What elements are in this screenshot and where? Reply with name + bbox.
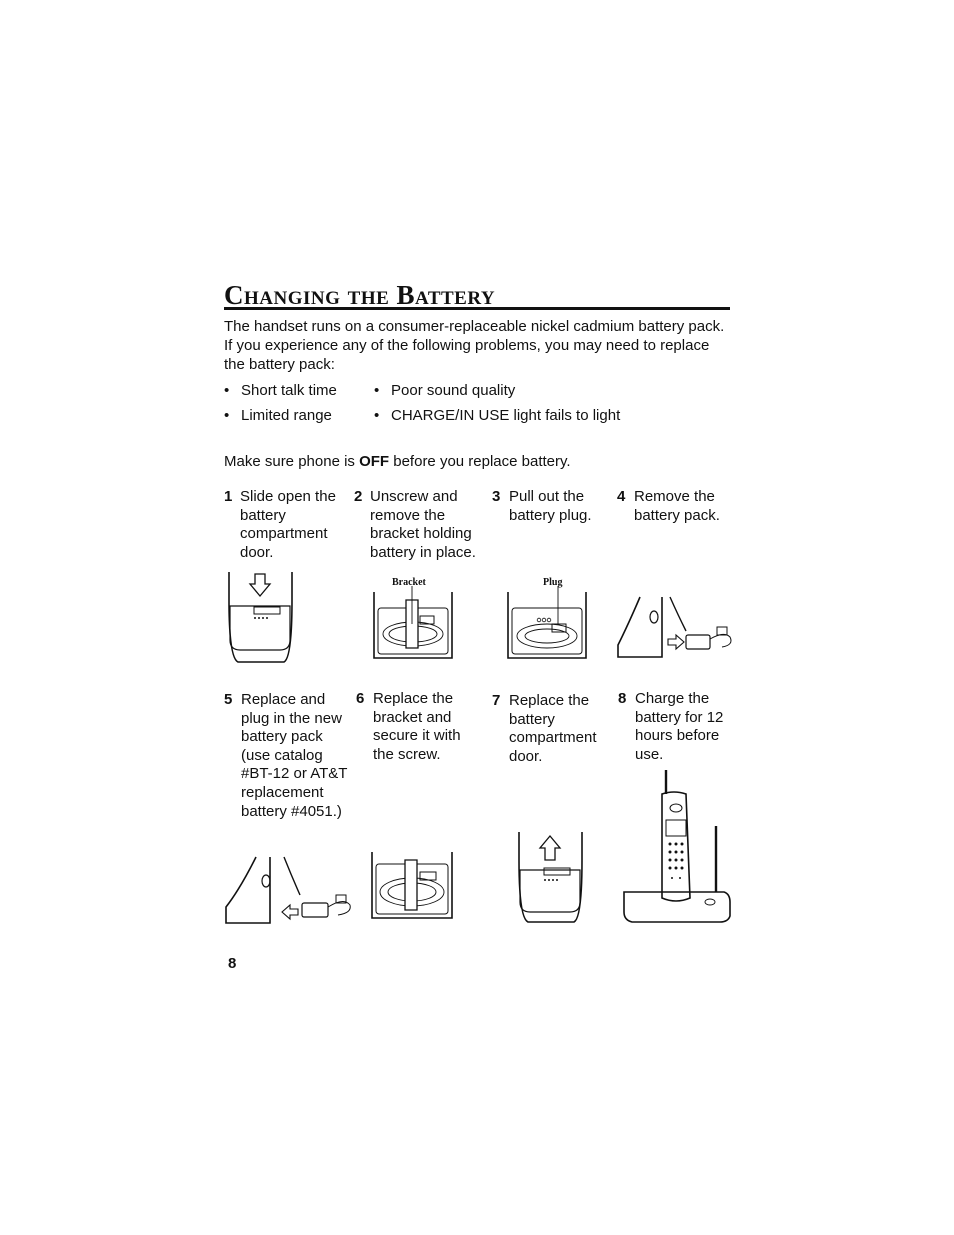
illustration-bracket [372,590,454,662]
illustration-charging-phone [620,768,734,926]
illustration-replace-bracket [370,850,454,922]
down-arrow-icon [250,574,270,596]
up-arrow-icon [540,836,560,860]
step-5: 5 Replace and plug in the new battery pack (use catalog #BT-12 or AT&T replacement battery #4051.) [224,691,348,820]
step-3: 3 Pull out the battery plug. [492,488,592,524]
illustration-remove-pack [614,595,736,661]
intro-paragraph: The handset runs on a consumer-replaceable nickel cadmium battery pack. If you experience any of the following problems, you may need to replace the battery pack: [224,318,725,373]
step-7: 7 Replace the battery compartment door. [492,692,597,765]
step-1: 1 Slide open the battery compartment door. [224,488,336,561]
charging-base [624,892,730,922]
bullet-short-talk: • Short talk time [224,382,337,399]
illustration-close-door [516,830,586,925]
bullet-charge-light: • CHARGE/IN USE light fails to light [374,407,621,424]
bullet-poor-sound: • Poor sound quality [374,382,516,399]
page-title: Changing the Battery [224,280,730,310]
power-off-note: Make sure phone is OFF before you replace battery. [224,453,571,470]
plug-caption: Plug [543,577,563,588]
bullet-limited-range: • Limited range [224,407,332,424]
left-arrow-icon [282,905,298,919]
step-6: 6 Replace the bracket and secure it with the screw. [356,690,461,763]
illustration-plug [506,590,588,662]
illustration-open-door [226,570,296,665]
off-emphasis: OFF [359,453,390,470]
step-4: 4 Remove the battery pack. [617,488,720,524]
right-arrow-icon [668,635,684,649]
step-2: 2 Unscrew and remove the bracket holding battery in place. [354,488,476,561]
illustration-insert-pack [224,855,356,925]
page-number: 8 [228,955,237,972]
bracket-caption: Bracket [392,577,426,588]
handset [662,792,690,901]
step-8: 8 Charge the battery for 12 hours before use. [618,690,724,763]
